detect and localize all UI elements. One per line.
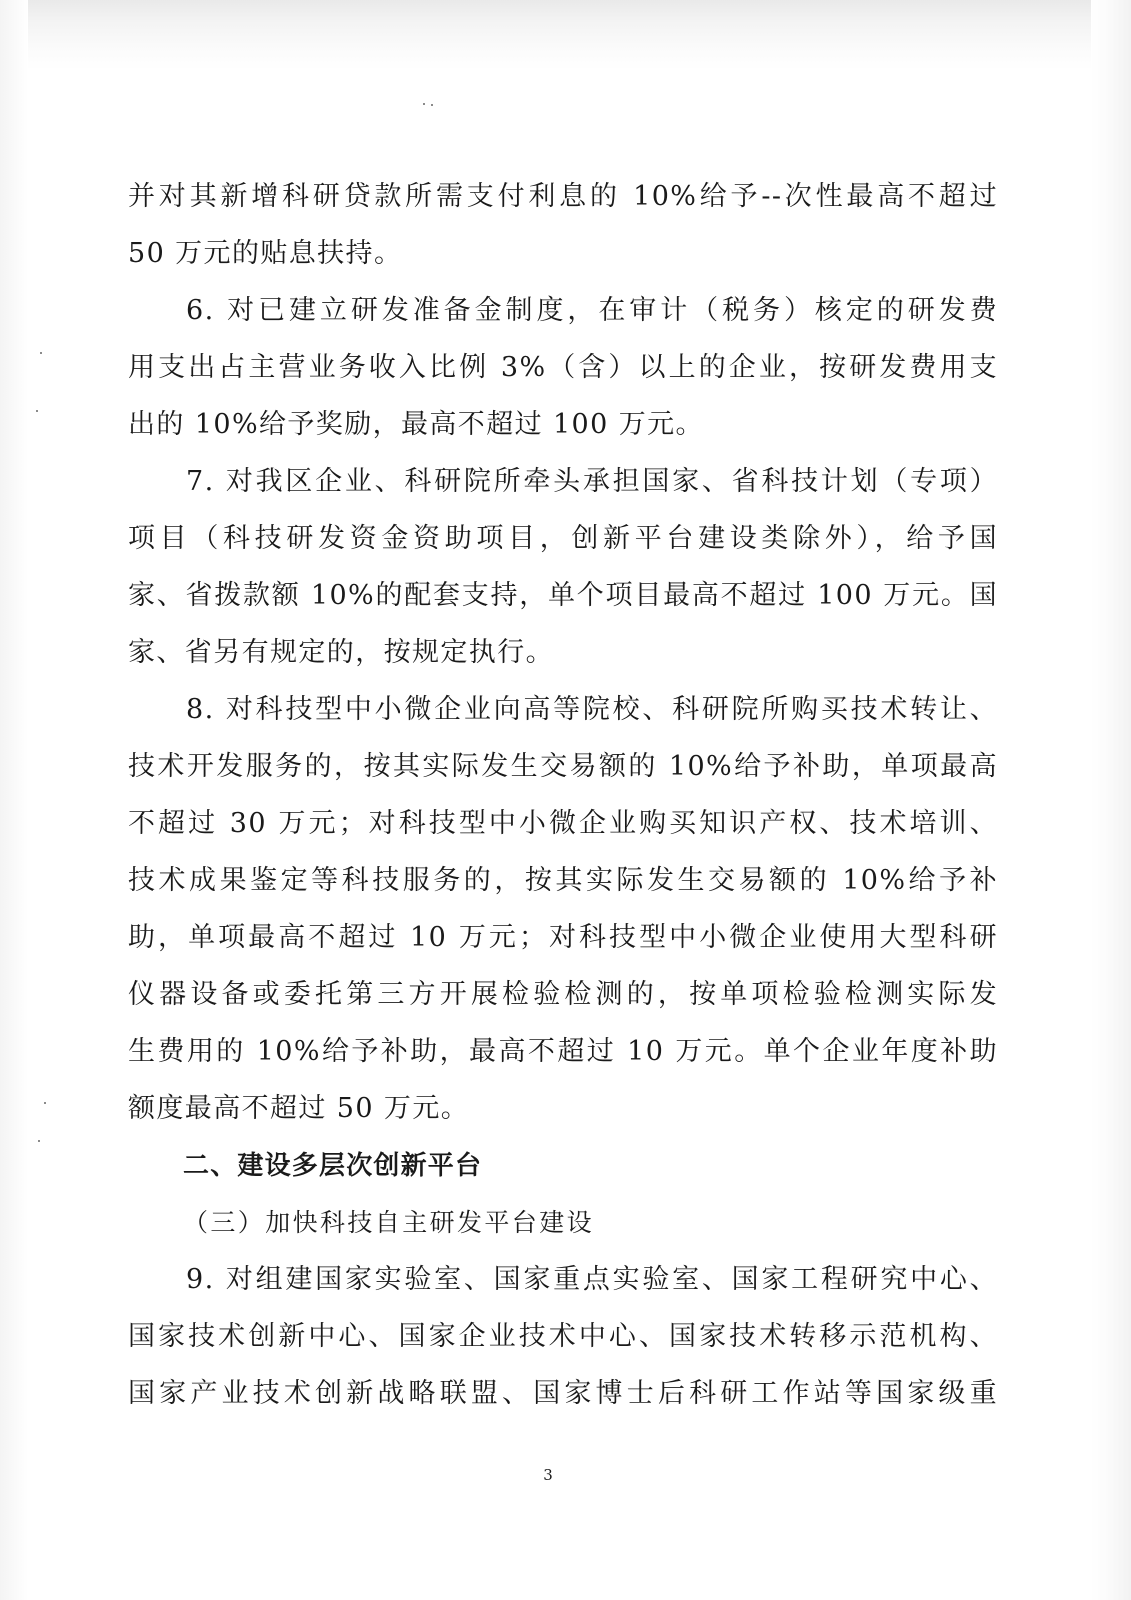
subsection-heading: （三）加快科技自主研发平台建设 bbox=[183, 1208, 595, 1237]
body-line: 家、省拨款额 10%的配套支持，单个项目最高不超过 100 万元。国 bbox=[128, 580, 998, 611]
body-line: 技术成果鉴定等科技服务的，按其实际发生交易额的 10%给予补 bbox=[128, 865, 998, 896]
paragraph-8-line: 8. 对科技型中小微企业向高等院校、科研院所购买技术转让、 bbox=[186, 694, 998, 725]
section-heading: 二、建设多层次创新平台 bbox=[183, 1151, 483, 1181]
page-number: 3 bbox=[543, 1466, 553, 1484]
paragraph-7-line: 7. 对我区企业、科研院所牵头承担国家、省科技计划（专项） bbox=[186, 466, 998, 497]
body-line: 生费用的 10%给予补助，最高不超过 10 万元。单个企业年度补助 bbox=[128, 1036, 998, 1067]
body-line: 额度最高不超过 50 万元。 bbox=[128, 1093, 470, 1124]
paragraph-6-line: 6. 对已建立研发准备金制度，在审计（税务）核定的研发费 bbox=[186, 295, 998, 326]
body-line: 仪器设备或委托第三方开展检验检测的，按单项检验检测实际发 bbox=[128, 979, 998, 1010]
body-line: 项目（科技研发资金资助项目，创新平台建设类除外），给予国 bbox=[128, 523, 998, 554]
body-line: 国家技术创新中心、国家企业技术中心、国家技术转移示范机构、 bbox=[128, 1321, 998, 1352]
body-line: 50 万元的贴息扶持。 bbox=[128, 238, 403, 269]
body-line: 家、省另有规定的，按规定执行。 bbox=[128, 637, 554, 668]
body-line: 技术开发服务的，按其实际发生交易额的 10%给予补助，单项最高 bbox=[128, 751, 998, 782]
paragraph-9-line: 9. 对组建国家实验室、国家重点实验室、国家工程研究中心、 bbox=[186, 1264, 998, 1295]
body-line: 国家产业技术创新战略联盟、国家博士后科研工作站等国家级重 bbox=[128, 1378, 998, 1409]
body-line: 不超过 30 万元；对科技型中小微企业购买知识产权、技术培训、 bbox=[128, 808, 998, 839]
body-line: 并对其新增科研贷款所需支付利息的 10%给予--次性最高不超过 bbox=[128, 181, 998, 212]
body-line: 助，单项最高不超过 10 万元；对科技型中小微企业使用大型科研 bbox=[128, 922, 998, 953]
body-line: 出的 10%给予奖励，最高不超过 100 万元。 bbox=[128, 409, 704, 440]
body-line: 用支出占主营业务收入比例 3%（含）以上的企业，按研发费用支 bbox=[128, 352, 998, 383]
